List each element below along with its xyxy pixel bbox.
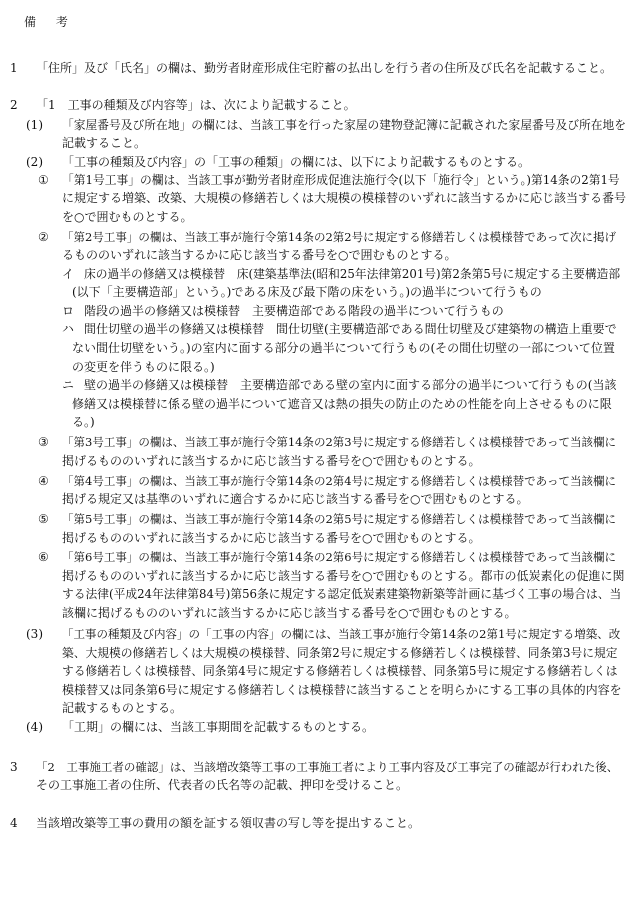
item-2-ni-line-2: 修繕又は模様替に係る壁の過半について遮音又は熱の損失の防止のための性能を向上させるものに限	[72, 397, 612, 411]
item-4-number: ④	[38, 474, 49, 488]
item-4-line-1: 「第4号工事」の欄は、当該工事が施行令第14条の2第4号に規定する修繕若しくは模様替であって当該欄に	[62, 474, 616, 488]
note-1-line-1: 「住所」及び「氏名」の欄は、勤労者財産形成住宅貯蓄の払出しを行う者の住所及び氏名を記載すること。	[36, 61, 613, 75]
note-4-number: 4	[10, 816, 18, 830]
note-3-line-1: 「2 工事施工者の確認」は、当該増改築等工事の工事施工者により工事内容及び工事完了の確認が行われた後、	[36, 760, 619, 774]
item-2-ha-line-3: の変更を伴うものに限る。)	[72, 360, 215, 374]
item-6-line-1: 「第6号工事」の欄は、当該工事が施行令第14条の2第6号に規定する修繕若しくは模様替であって当該欄に	[62, 550, 616, 564]
item-2-ni-line-1: 壁の過半の修繕又は模様替 主要構造部である壁の室内に面する部分の過半について行うもの(当該	[84, 378, 617, 392]
note-2-sub-4-line-1: 「工期」の欄には、当該工事期間を記載するものとする。	[62, 720, 375, 734]
item-2-number: ②	[38, 230, 49, 244]
item-2-ni-mark: ニ	[62, 378, 75, 392]
note-2-sub-3-line-4: 模様替又は同条第6号に規定する修繕若しくは模様替に該当することを明らかにする工事の具体的内容を	[62, 683, 622, 697]
note-2-sub-2-number: (2)	[26, 155, 43, 169]
item-5-line-1: 「第5号工事」の欄は、当該工事が施行令第14条の2第5号に規定する修繕若しくは模様替であって当該欄に	[62, 512, 616, 526]
item-6-number: ⑥	[38, 550, 49, 564]
page-title: 備 考	[24, 15, 76, 29]
note-2-sub-3-line-1: 「工事の種類及び内容」の「工事の内容」の欄には、当該工事が施行令第14条の2第1号に規定する増築、改	[62, 627, 621, 641]
note-2-sub-3-number: (3)	[26, 627, 43, 641]
item-3-line-2: 掲げるもののいずれに該当するかに応じ該当する番号を○で囲むものとする。	[62, 454, 481, 468]
item-1-number: ①	[38, 173, 49, 187]
item-2-ni-line-3: る。)	[72, 415, 95, 429]
item-2-ro-line-1: 階段の過半の修繕又は模様替 主要構造部である階段の過半について行うもの	[84, 304, 504, 318]
item-2-ha-line-2: ない間仕切壁をいう。)の室内に面する部分の過半について行うもの(その間仕切壁の一部について位置	[72, 341, 615, 355]
item-2-i-line-1: 床の過半の修繕又は模様替 床(建築基準法(昭和25年法律第201号)第2条第5号に規定する主要構造部	[84, 267, 621, 281]
note-2-sub-3-line-5: 記載するものとする。	[62, 701, 183, 715]
item-4-line-2: 掲げる規定又は基準のいずれに適合するかに応じ該当する番号を○で囲むものとする。	[62, 492, 529, 506]
note-1-number: 1	[10, 61, 18, 75]
item-6-line-4: 該欄に掲げるもののいずれに該当するかに応じ該当する番号を○で囲むものとする。	[62, 606, 517, 620]
item-3-number: ③	[38, 435, 49, 449]
item-5-line-2: 掲げるもののいずれに該当するかに応じ該当する番号を○で囲むものとする。	[62, 531, 481, 545]
note-2-sub-1-number: (1)	[26, 118, 43, 132]
item-2-ro-mark: ロ	[62, 304, 75, 318]
note-2-sub-3-line-3: する修繕若しくは模様替、同条第4号に規定する修繕若しくは模様替、同条第5号に規定する修繕若しくは	[62, 664, 618, 678]
item-3-line-1: 「第3号工事」の欄は、当該工事が施行令第14条の2第3号に規定する修繕若しくは模様替であって当該欄に	[62, 435, 616, 449]
note-2-sub-2-line-1: 「工事の種類及び内容」の「工事の種類」の欄には、以下により記載するものとする。	[62, 155, 531, 169]
item-6-line-3: する法律(平成24年法律第84号)第56条に規定する認定低炭素建築物新築等計画に基づく工事の場合は、当	[62, 587, 622, 601]
item-2-i-line-2: (以下「主要構造部」という。)である床及び最下階の床をいう。)の過半について行うもの	[72, 285, 542, 299]
item-6-line-2: 掲げるもののいずれに該当するかに応じ該当する番号を○で囲むものとする。都市の低炭素化の促進に関	[62, 569, 625, 583]
note-2-line-1: 「1 工事の種類及び内容等」は、次により記載すること。	[36, 98, 356, 112]
note-3-line-2: その工事施工者の住所、代表者の氏名等の記載、押印を受けること。	[36, 778, 409, 792]
item-5-number: ⑤	[38, 512, 49, 526]
note-2-number: 2	[10, 98, 18, 112]
item-1-line-2: に規定する増築、改築、大規模の修繕若しくは大規模の模様替のいずれに該当するかに応じ該当する番号	[62, 191, 627, 205]
note-2-sub-3-line-2: 築、大規模の修繕若しくは大規模の模様替、同条第2号に規定する修繕若しくは模様替、同条第3号に規定	[62, 646, 618, 660]
note-3-number: 3	[10, 760, 18, 774]
note-4-line-1: 当該増改築等工事の費用の額を証する領収書の写し等を提出すること。	[36, 816, 421, 830]
note-2-sub-4-number: (4)	[26, 720, 43, 734]
item-1-line-1: 「第1号工事」の欄は、当該工事が勤労者財産形成促進法施行令(以下「施行令」という。)第14条の2第1号	[62, 173, 620, 187]
note-2-sub-1-line-1: 「家屋番号及び所在地」の欄には、当該工事を行った家屋の建物登記簿に記載された家屋番号及び所在地を	[62, 118, 626, 132]
item-1-line-3: を○で囲むものとする。	[62, 210, 193, 224]
item-2-ha-mark: ハ	[62, 322, 75, 336]
item-2-line-2: るもののいずれに該当するかに応じ該当する番号を○で囲むものとする。	[62, 248, 457, 262]
note-2-sub-1-line-2: 記載すること。	[62, 136, 147, 150]
item-2-ha-line-1: 間仕切壁の過半の修繕又は模様替 間仕切壁(主要構造部である間仕切壁及び建築物の構造上重要で	[84, 322, 617, 336]
item-2-i-mark: イ	[62, 267, 75, 281]
item-2-line-1: 「第2号工事」の欄は、当該工事が施行令第14条の2第2号に規定する修繕若しくは模様替であって次に掲げ	[62, 230, 616, 244]
